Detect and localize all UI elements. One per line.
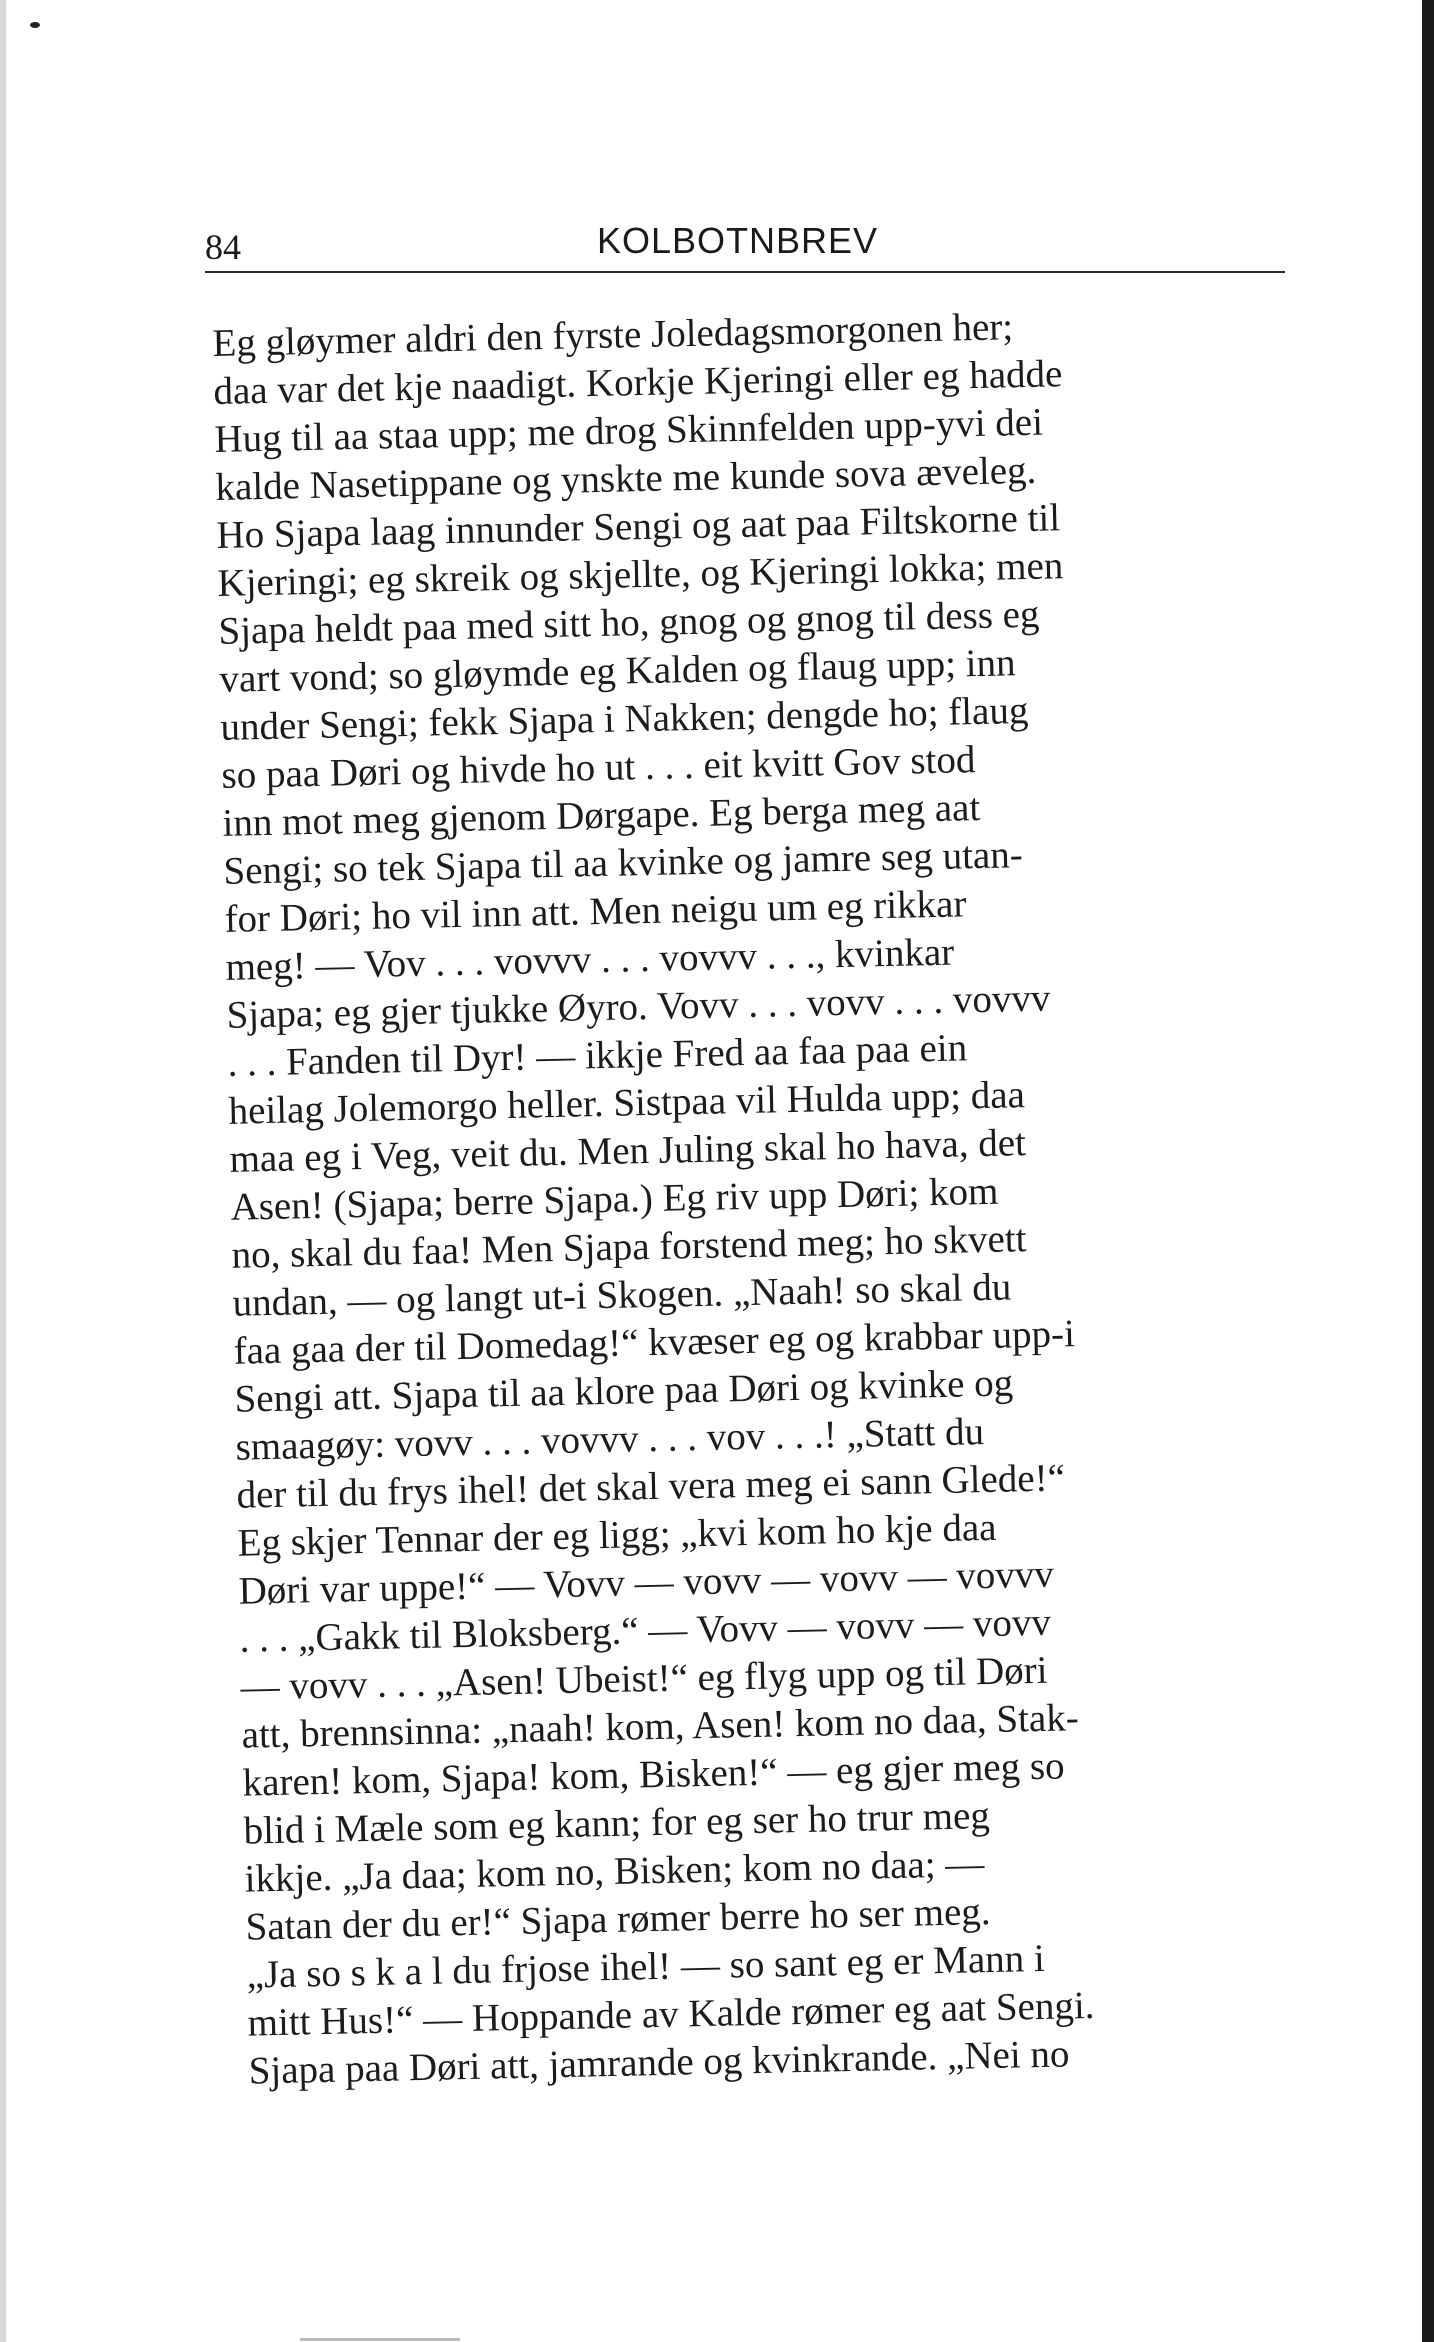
text-line: Asen! (Sjapa; berre Sjapa.) Eg riv upp Døri; kom [230, 1169, 999, 1229]
text-line: Sengi; so tek Sjapa til aa kvinke og jamre seg utan- [223, 833, 1024, 893]
text-line: no, skal du faa! Men Sjapa forstend meg; ho skvett [231, 1217, 1027, 1277]
body-text [212, 297, 1369, 2100]
text-line: Sjapa; eg gjer tjukke Øyro. Vovv . . . vovv . . . vovvv [226, 976, 1051, 1037]
text-line: so paa Døri og hivde ho ut . . . eit kvitt Gov stod [221, 738, 976, 797]
page-number: 84 [205, 227, 241, 267]
text-line: meg! — Vov . . . vovvv . . . vovvv . . ., kvinkar [225, 930, 955, 989]
text-line: vart vond; so gløymde eg Kalden og flaug upp; inn [219, 641, 1016, 701]
text-line: mitt Hus!“ — Hoppande av Kalde rømer eg aat Sengi. [247, 1983, 1095, 2045]
footer-mark [300, 2338, 460, 2341]
text-line: . . . Fanden til Dyr! — ikkje Fred aa faa paa ein [227, 1026, 968, 1085]
page-header [205, 216, 1285, 280]
text-line: blid i Mæle som eg kann; for eg ser ho trur meg [243, 1794, 991, 1853]
scan-edge-right [1422, 0, 1434, 2342]
text-line: Ho Sjapa laag innunder Sengi og aat paa Filtskorne til [216, 496, 1061, 557]
text-line: Sjapa heldt paa med sitt ho, gnog og gnog til dess eg [218, 592, 1040, 653]
text-line: Sjapa paa Døri att, jamrande og kvinkrande. „Nei no [248, 2032, 1070, 2093]
text-line: karen! kom, Sjapa! kom, Bisken!“ — eg gjer meg so [242, 1744, 1065, 1805]
text-line: Sengi att. Sjapa til aa klore paa Døri og kvinke og [234, 1361, 1014, 1421]
header-rule [205, 271, 1285, 273]
running-title: KOLBOTNBREV [597, 220, 879, 261]
text-line: Døri var uppe!“ — Vovv — vovv — vovv — vovvv [238, 1552, 1055, 1613]
text-line: ikkje. „Ja daa; kom no, Bisken; kom no daa; — [244, 1842, 985, 1901]
text-line: inn mot meg gjenom Dørgape. Eg berga meg aat [222, 786, 981, 845]
text-line: „Ja so s k a l du frjose ihel! — so sant eg er Mann i [246, 1936, 1046, 1997]
text-line: att, brennsinna: „naah! kom, Asen! kom no daa, Stak- [241, 1696, 1080, 1757]
text-line: undan, — og langt ut-i Skogen. „Naah! so skal du [232, 1265, 1012, 1325]
text-line: daa var det kje naadigt. Korkje Kjeringi eller eg hadde [213, 352, 1063, 413]
text-line: Hug til aa staa upp; me drog Skinnfelden upp-yvi dei [214, 400, 1044, 461]
scan-edge-left [0, 0, 6, 2342]
text-line: Satan der du er!“ Sjapa rømer berre ho ser meg. [245, 1890, 991, 1949]
text-line: . . . „Gakk til Bloksberg.“ — Vovv — vovv — vovv [239, 1600, 1052, 1661]
text-line: under Sengi; fekk Sjapa i Nakken; dengde ho; flaug [220, 688, 1029, 749]
text-line: Kjeringi; eg skreik og skjellte, og Kjeringi lokka; men [217, 544, 1064, 605]
text-line: for Døri; ho vil inn att. Men neigu um eg rikkar [224, 882, 967, 941]
text-line: heilag Jolemorgo heller. Sistpaa vil Hulda upp; daa [228, 1073, 1026, 1133]
text-line: faa gaa der til Domedag!“ kvæser eg og krabbar upp-i [233, 1312, 1076, 1373]
text-line: Eg gløymer aldri den fyrste Joledagsmorgonen her; [212, 305, 1014, 365]
text-line: kalde Nasetippane og ynskte me kunde sova æveleg. [215, 448, 1037, 509]
text-line: Eg skjer Tennar der eg ligg; „kvi kom ho kje daa [237, 1505, 997, 1565]
scan-speck [30, 22, 40, 28]
text-line: der til du frys ihel! det skal vera meg ei sann Glede!“ [236, 1456, 1066, 1517]
text-line: — vovv . . . „Asen! Ubeist!“ eg flyg upp og til Døri [240, 1648, 1048, 1709]
text-line: smaagøy: vovv . . . vovvv . . . vov . . .! „Statt du [235, 1410, 985, 1469]
text-line: maa eg i Veg, veit du. Men Juling skal ho hava, det [229, 1121, 1027, 1181]
